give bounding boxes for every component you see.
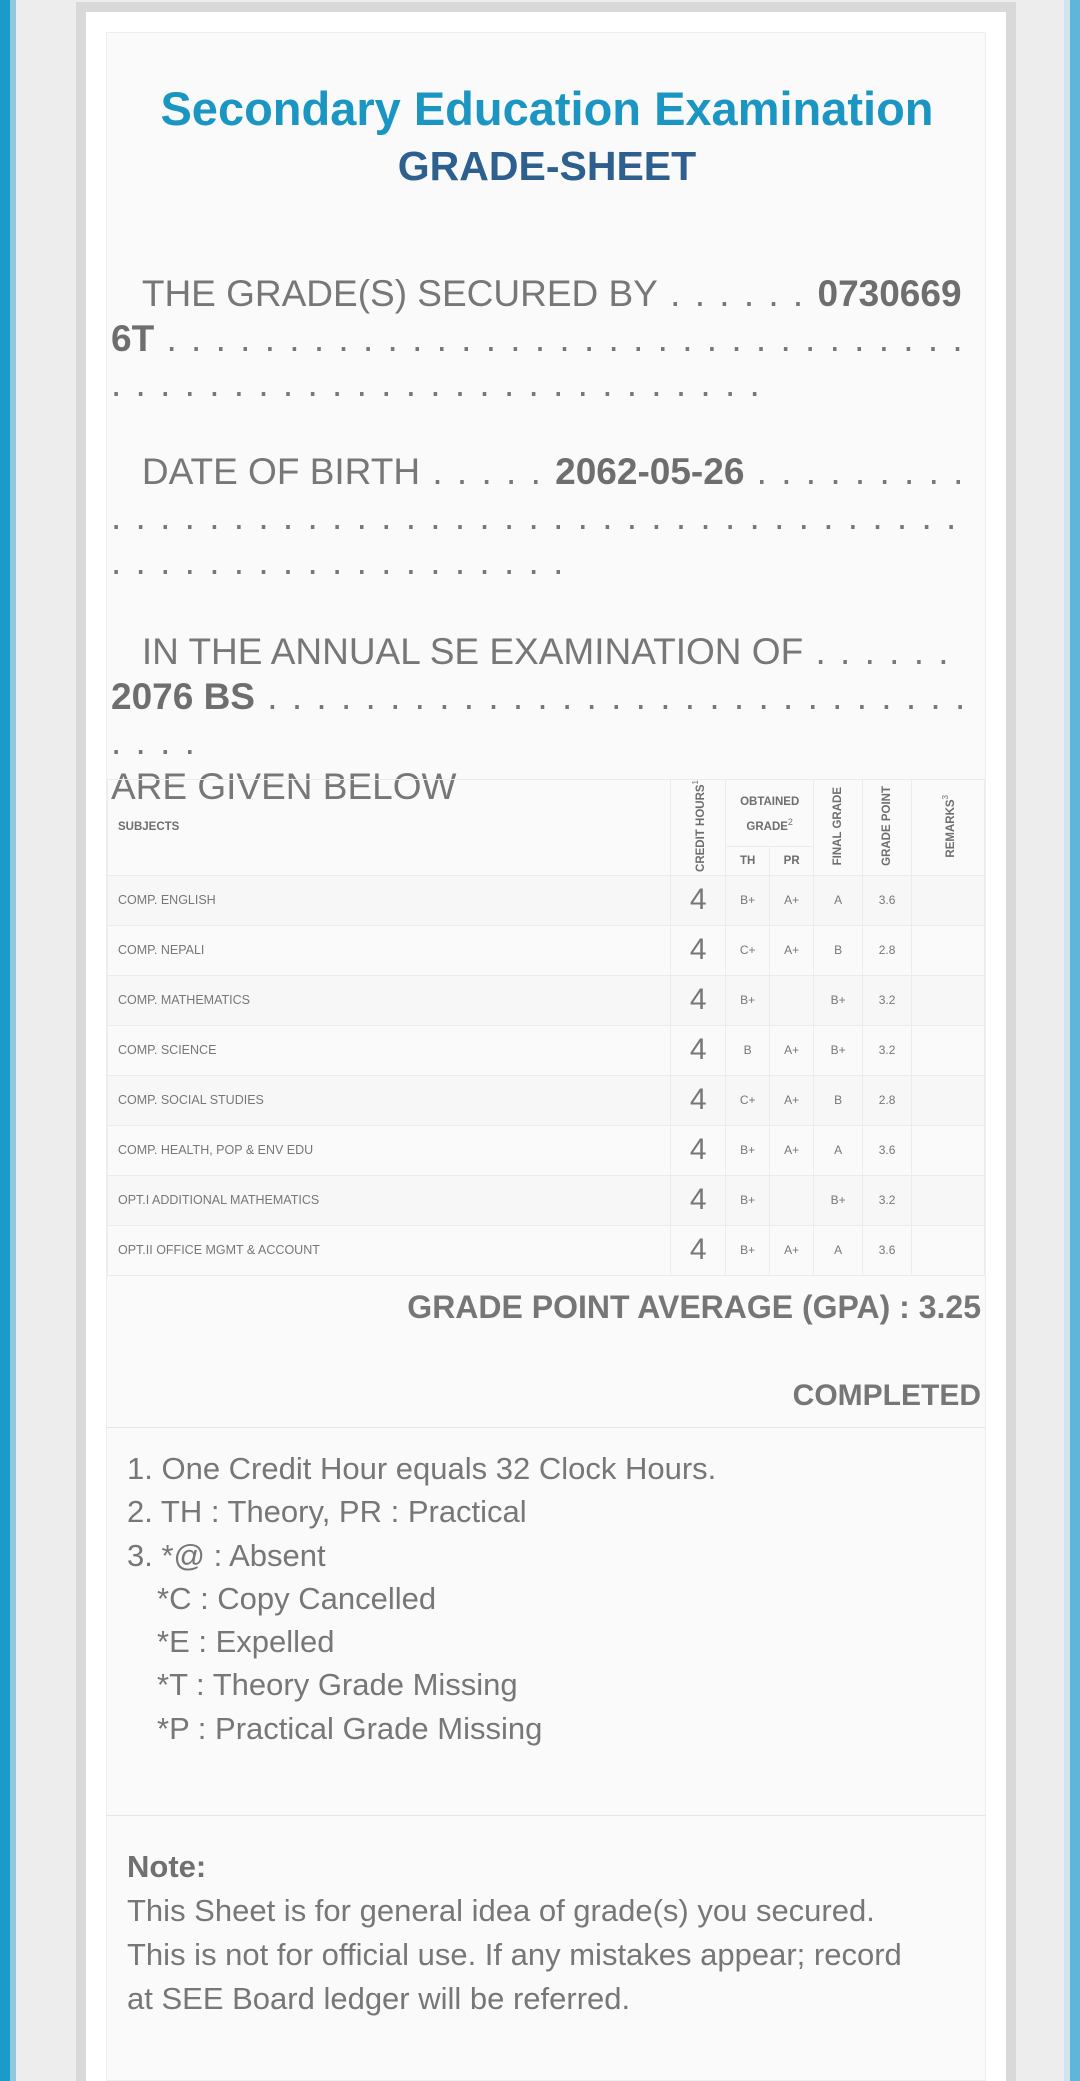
subject-cell: COMP. HEALTH, POP & ENV EDU xyxy=(108,1125,671,1175)
header-subjects: SUBJECTS xyxy=(108,780,671,876)
window-edge-left xyxy=(0,0,10,2081)
remarks-cell xyxy=(912,975,985,1025)
legend-item: *P : Practical Grade Missing xyxy=(157,1710,543,1746)
subject-cell: COMP. ENGLISH xyxy=(108,875,671,925)
final-grade-cell: B+ xyxy=(814,1175,863,1225)
final-grade-cell: A xyxy=(814,1225,863,1275)
practical-grade-cell: A+ xyxy=(770,925,814,975)
table-row xyxy=(108,1125,985,1175)
credit-hours-cell: 4 xyxy=(671,1225,726,1275)
header-remarks: REMARKS$^3$ xyxy=(912,780,985,876)
theory-grade-cell: B+ xyxy=(726,875,770,925)
header-obtained-grade: OBTAINED GRADE$^2$ xyxy=(726,780,814,847)
subject-cell: COMP. MATHEMATICS xyxy=(108,975,671,1025)
header-credit-hours: CREDIT HOURS$^1$ xyxy=(671,780,726,876)
practical-grade-cell: A+ xyxy=(770,1075,814,1125)
practical-grade-cell: A+ xyxy=(770,1025,814,1075)
header-th: TH xyxy=(726,846,770,875)
sheet-title: GRADE-SHEET xyxy=(397,143,697,189)
subject-cell: COMP. NEPALI xyxy=(108,925,671,975)
grade-point-cell: 3.2 xyxy=(863,1025,912,1075)
dob-value: 2062-05-26 xyxy=(555,451,745,492)
remarks-cell xyxy=(912,1075,985,1125)
table-row xyxy=(108,1075,985,1125)
exam-year: 2076 BS xyxy=(111,676,255,717)
grade-point-cell: 2.8 xyxy=(863,925,912,975)
practical-grade-cell: A+ xyxy=(770,1125,814,1175)
grade-point-cell: 3.6 xyxy=(863,1125,912,1175)
table-row xyxy=(108,975,985,1025)
theory-grade-cell: B+ xyxy=(726,1125,770,1175)
grades-table xyxy=(107,779,985,1276)
grade-point-cell: 3.6 xyxy=(863,875,912,925)
final-grade-cell: B+ xyxy=(814,975,863,1025)
theory-grade-cell: C+ xyxy=(726,1075,770,1125)
exam-title: Secondary Education Examination xyxy=(160,82,934,135)
practical-grade-cell: A+ xyxy=(770,875,814,925)
gpa-text: GRADE POINT AVERAGE (GPA) : 3.25 xyxy=(407,1289,981,1325)
note-line: This is not for official use. If any mistakes appear; record xyxy=(127,1937,902,1972)
given-below-text: ARE GIVEN BELOW xyxy=(111,766,457,807)
window-edge-right xyxy=(1070,0,1080,2081)
note-line: at SEE Board ledger will be referred. xyxy=(127,1981,631,2016)
subject-cell: COMP. SCIENCE xyxy=(108,1025,671,1075)
dob-paragraph: DATE OF BIRTH . . . . . 2062-05-26 . . . . . . . . . . . . . . . . . . . . . . . . . . . . . . . . . . . . . . . . . . . . . . . . . . . . . . . . . . . . . . . xyxy=(111,451,966,582)
grade-rows xyxy=(108,875,985,1275)
divider xyxy=(107,1427,985,1428)
window-edge-left-inner xyxy=(10,0,16,2081)
credit-hours-cell: 4 xyxy=(671,1125,726,1175)
credit-hours-cell: 4 xyxy=(671,1025,726,1075)
subject-cell: OPT.II OFFICE MGMT & ACCOUNT xyxy=(108,1225,671,1275)
grade-point-cell: 3.6 xyxy=(863,1225,912,1275)
header-pr: PR xyxy=(770,846,814,875)
result-status: COMPLETED xyxy=(792,1379,981,1412)
secured-by-paragraph: THE GRADE(S) SECURED BY . . . . . . 07306696T . . . . . . . . . . . . . . . . . . . . . . . . . . . . . . . . . . . . . . . . . . . . . . . . . . . . . . . . . . . . xyxy=(111,273,965,404)
legend-item: *E : Expelled xyxy=(157,1624,335,1660)
practical-grade-cell: A+ xyxy=(770,1225,814,1275)
credit-hours-cell: 4 xyxy=(671,975,726,1025)
table-row xyxy=(108,925,985,975)
grade-point-cell: 2.8 xyxy=(863,1075,912,1125)
exam-paragraph: IN THE ANNUAL SE EXAMINATION OF . . . . . . 2076 BS . . . . . . . . . . . . . . . . . . . . . . . . . . . . . . . . . ARE GIVEN BELOW xyxy=(111,631,968,807)
final-grade-cell: A xyxy=(814,875,863,925)
table-row xyxy=(108,1175,985,1225)
grade-point-cell: 3.2 xyxy=(863,1175,912,1225)
theory-grade-cell: B+ xyxy=(726,1175,770,1225)
remarks-cell xyxy=(912,1125,985,1175)
theory-grade-cell: B xyxy=(726,1025,770,1075)
legend-item: *T : Theory Grade Missing xyxy=(157,1667,518,1703)
legend-list xyxy=(127,1447,716,1750)
header-grade-point: GRADE POINT xyxy=(863,780,912,876)
divider xyxy=(107,1815,985,1816)
remarks-cell xyxy=(912,875,985,925)
final-grade-cell: A xyxy=(814,1125,863,1175)
secured-by-label: THE GRADE(S) SECURED BY xyxy=(141,273,658,314)
header-final-grade: FINAL GRADE xyxy=(814,780,863,876)
table-row xyxy=(108,875,985,925)
final-grade-cell: B xyxy=(814,1075,863,1125)
theory-grade-cell: C+ xyxy=(726,925,770,975)
theory-grade-cell: B+ xyxy=(726,975,770,1025)
final-grade-cell: B xyxy=(814,925,863,975)
remarks-cell xyxy=(912,1225,985,1275)
credit-hours-cell: 4 xyxy=(671,925,726,975)
credit-hours-cell: 4 xyxy=(671,1075,726,1125)
symbol-number: 07306696T xyxy=(111,273,962,359)
note-box xyxy=(127,1845,967,2021)
credit-hours-cell: 4 xyxy=(671,875,726,925)
dob-label: DATE OF BIRTH xyxy=(141,451,421,492)
final-grade-cell: B+ xyxy=(814,1025,863,1075)
exam-label: IN THE ANNUAL SE EXAMINATION OF xyxy=(141,631,804,672)
theory-grade-cell: B+ xyxy=(726,1225,770,1275)
window-edge-right-inner xyxy=(1064,0,1070,2081)
grade-sheet xyxy=(106,32,986,2081)
table-row xyxy=(108,1025,985,1075)
note-label: Note: xyxy=(127,1849,207,1884)
remarks-cell xyxy=(912,1025,985,1075)
legend-item: 3. *@ : Absent xyxy=(127,1537,326,1573)
subject-cell: OPT.I ADDITIONAL MATHEMATICS xyxy=(108,1175,671,1225)
remarks-cell xyxy=(912,1175,985,1225)
subject-cell: COMP. SOCIAL STUDIES xyxy=(108,1075,671,1125)
grade-point-cell: 3.2 xyxy=(863,975,912,1025)
practical-grade-cell xyxy=(770,1175,814,1225)
table-row xyxy=(108,1225,985,1275)
remarks-cell xyxy=(912,925,985,975)
legend-item: 2. TH : Theory, PR : Practical xyxy=(127,1494,527,1530)
legend-item: 1. One Credit Hour equals 32 Clock Hours. xyxy=(127,1451,717,1486)
legend-item: *C : Copy Cancelled xyxy=(157,1580,437,1616)
practical-grade-cell xyxy=(770,975,814,1025)
credit-hours-cell: 4 xyxy=(671,1175,726,1225)
note-line: This Sheet is for general idea of grade(s) you secured. xyxy=(127,1893,875,1928)
